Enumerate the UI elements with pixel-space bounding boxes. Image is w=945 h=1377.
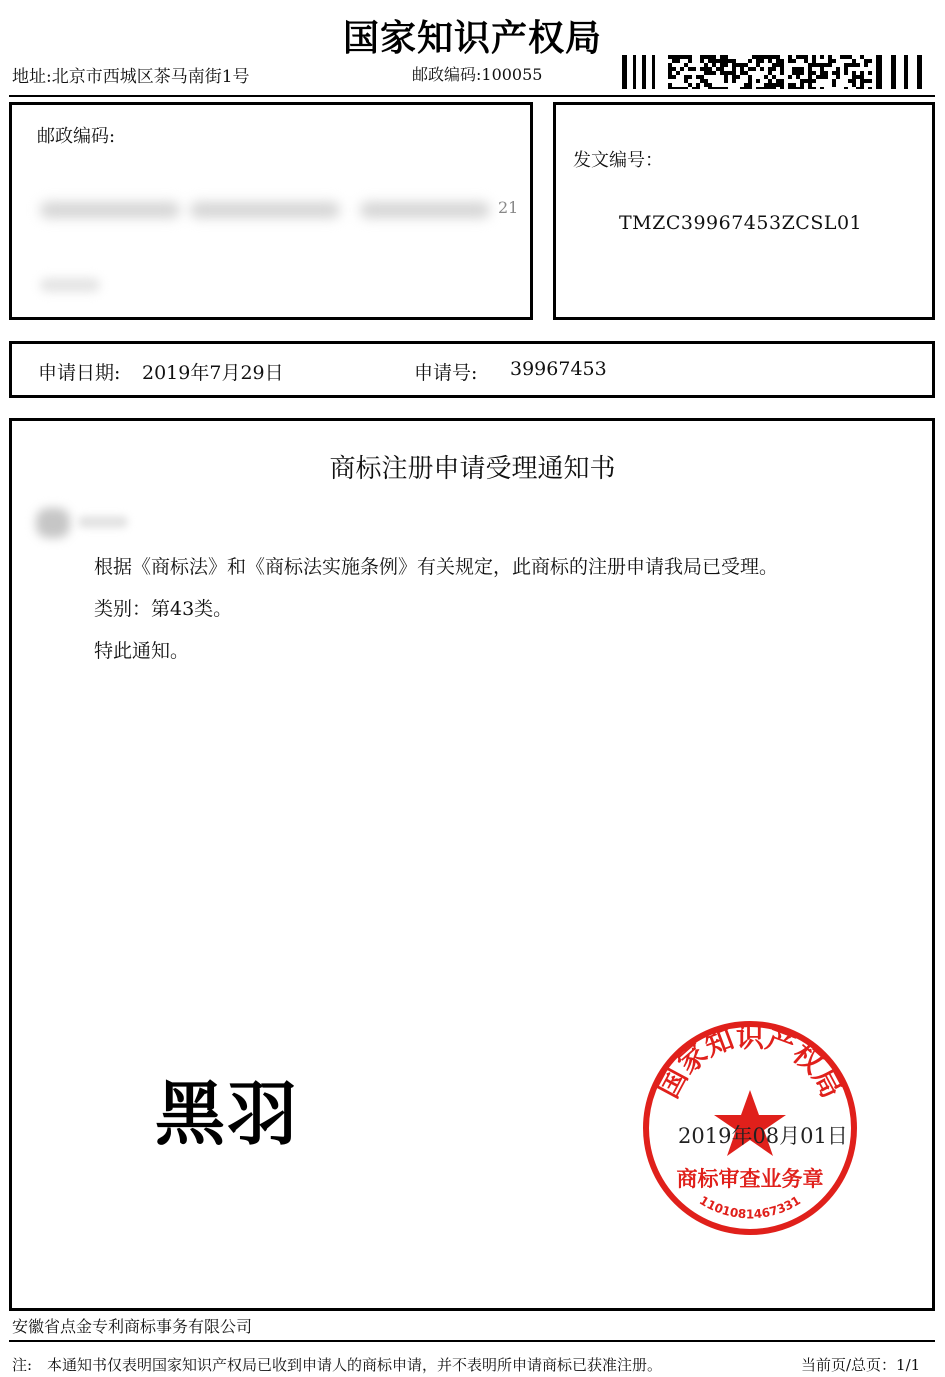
- application-date-label: 申请日期:: [38, 362, 121, 384]
- footer-note: 本通知书仅表明国家知识产权局已收到申请人的商标申请，并不表明所申请商标已获准注册。: [47, 1356, 663, 1374]
- footer-note-label: 注:: [12, 1356, 33, 1374]
- office-postal-code: 邮政编码:100055: [412, 65, 543, 84]
- recipient-postal-label: 邮政编码:: [37, 126, 116, 147]
- svg-text:国家知识产权局: 国家知识产权局: [651, 1020, 849, 1104]
- seal-date: 2019年08月01日: [678, 1124, 848, 1148]
- application-number-label: 申请号:: [414, 362, 478, 384]
- document-number-value: TMZC39967453ZCSL01: [619, 212, 863, 234]
- watermark-text: 黑羽: [155, 1073, 299, 1155]
- agency-company: 安徽省点金专利商标事务有限公司: [12, 1317, 253, 1336]
- header-divider: [9, 95, 935, 97]
- notice-body: 根据《商标法》和《商标法实施条例》有关规定，此商标的注册申请我局已受理。: [94, 556, 779, 578]
- svg-text:商标审查业务章: 商标审查业务章: [676, 1167, 824, 1191]
- svg-text:1101081467331: 1101081467331: [697, 1193, 803, 1222]
- recipient-address-tail: 21: [498, 198, 519, 217]
- document-title: 国家知识产权局: [342, 18, 602, 59]
- document-number-label: 发文编号：: [573, 150, 663, 171]
- notice-title: 商标注册申请受理通知书: [329, 454, 616, 484]
- office-address: 地址:北京市西城区茶马南街1号: [12, 67, 250, 87]
- document-number-box: [553, 102, 935, 320]
- application-date-value: 2019年7月29日: [142, 362, 284, 384]
- notice-category: 类别：第43类。: [94, 598, 233, 620]
- page-indicator: 当前页/总页：1/1: [801, 1356, 921, 1374]
- footer-divider: [9, 1340, 935, 1342]
- notice-closing: 特此通知。: [94, 640, 190, 662]
- barcode-image: [622, 55, 932, 89]
- application-number-value: 39967453: [510, 358, 607, 380]
- recipient-name-redacted: [40, 278, 100, 292]
- applicant-name-redacted: [36, 504, 136, 540]
- recipient-address-redacted: [40, 196, 520, 224]
